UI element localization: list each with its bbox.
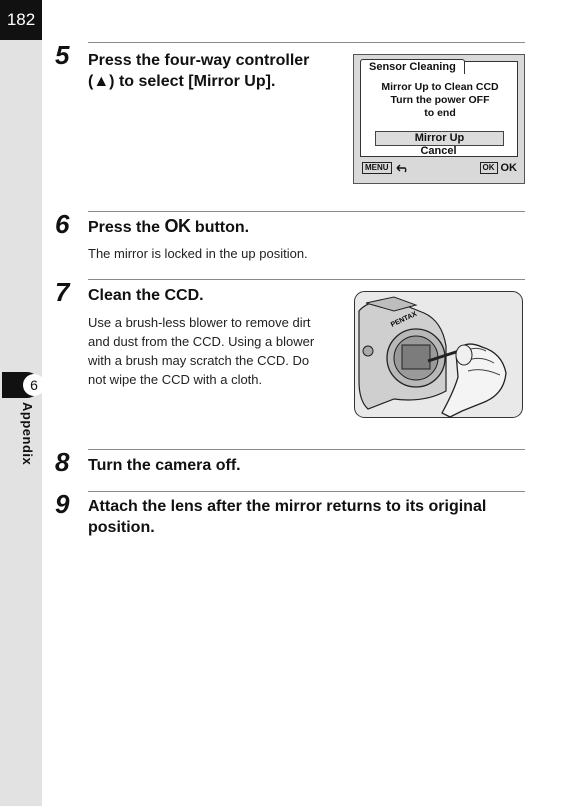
step-8-title: Turn the camera off. <box>88 457 241 474</box>
step-6-number: 6 <box>55 209 69 239</box>
back-arrow-icon <box>395 164 409 173</box>
step-6-title <box>88 216 488 238</box>
step-7-rule <box>88 279 525 280</box>
ok-label: OK <box>500 162 517 174</box>
step-9-rule <box>88 491 525 492</box>
lcd-screen <box>353 54 525 184</box>
camera-cleaning-illustration <box>354 291 523 418</box>
step-9-number: 9 <box>55 489 69 519</box>
step-6-rule <box>88 211 525 212</box>
chapter-label: Appendix <box>20 402 35 466</box>
step-6-title-pre: Press the <box>88 219 165 236</box>
ok-key: OK <box>480 162 498 174</box>
step-6-title-post: button. <box>190 219 250 236</box>
ok-button-glyph: OK <box>164 216 191 236</box>
lcd-line-1: Mirror Up to Clean CCD <box>381 81 499 93</box>
lcd-option-cancel: Cancel <box>420 145 457 157</box>
page-number: 182 <box>0 0 42 40</box>
lcd-option-mirror-up: Mirror Up <box>375 131 504 146</box>
step-7-body: Use a brush-less blower to remove dirt and dust from the CCD. Using a blower with a brush may scratch the CCD. Do not wipe the CCD with a cloth. <box>88 315 315 387</box>
step-7-title: Clean the CCD. <box>88 287 204 304</box>
step-5-number: 5 <box>55 40 69 70</box>
step-5-rule <box>88 42 525 43</box>
step-7-number: 7 <box>55 277 69 307</box>
menu-key: MENU <box>362 162 392 174</box>
lcd-line-3: to end <box>424 107 456 119</box>
step-5-title: Press the four-way controller (▲) to select [Mirror Up]. <box>88 52 310 90</box>
lcd-menu-back <box>362 162 409 174</box>
step-9-title: Attach the lens after the mirror returns to its original position. <box>88 498 487 536</box>
step-6-body: The mirror is locked in the up position. <box>88 246 308 261</box>
chapter-number: 6 <box>23 374 45 396</box>
lcd-tab: Sensor Cleaning <box>360 59 465 74</box>
camera-brand-text: PENTAX <box>389 310 419 329</box>
step-8-number: 8 <box>55 447 69 477</box>
lcd-line-2: Turn the power OFF <box>390 94 490 106</box>
step-8-rule <box>88 449 525 450</box>
lcd-ok-confirm <box>480 162 518 174</box>
